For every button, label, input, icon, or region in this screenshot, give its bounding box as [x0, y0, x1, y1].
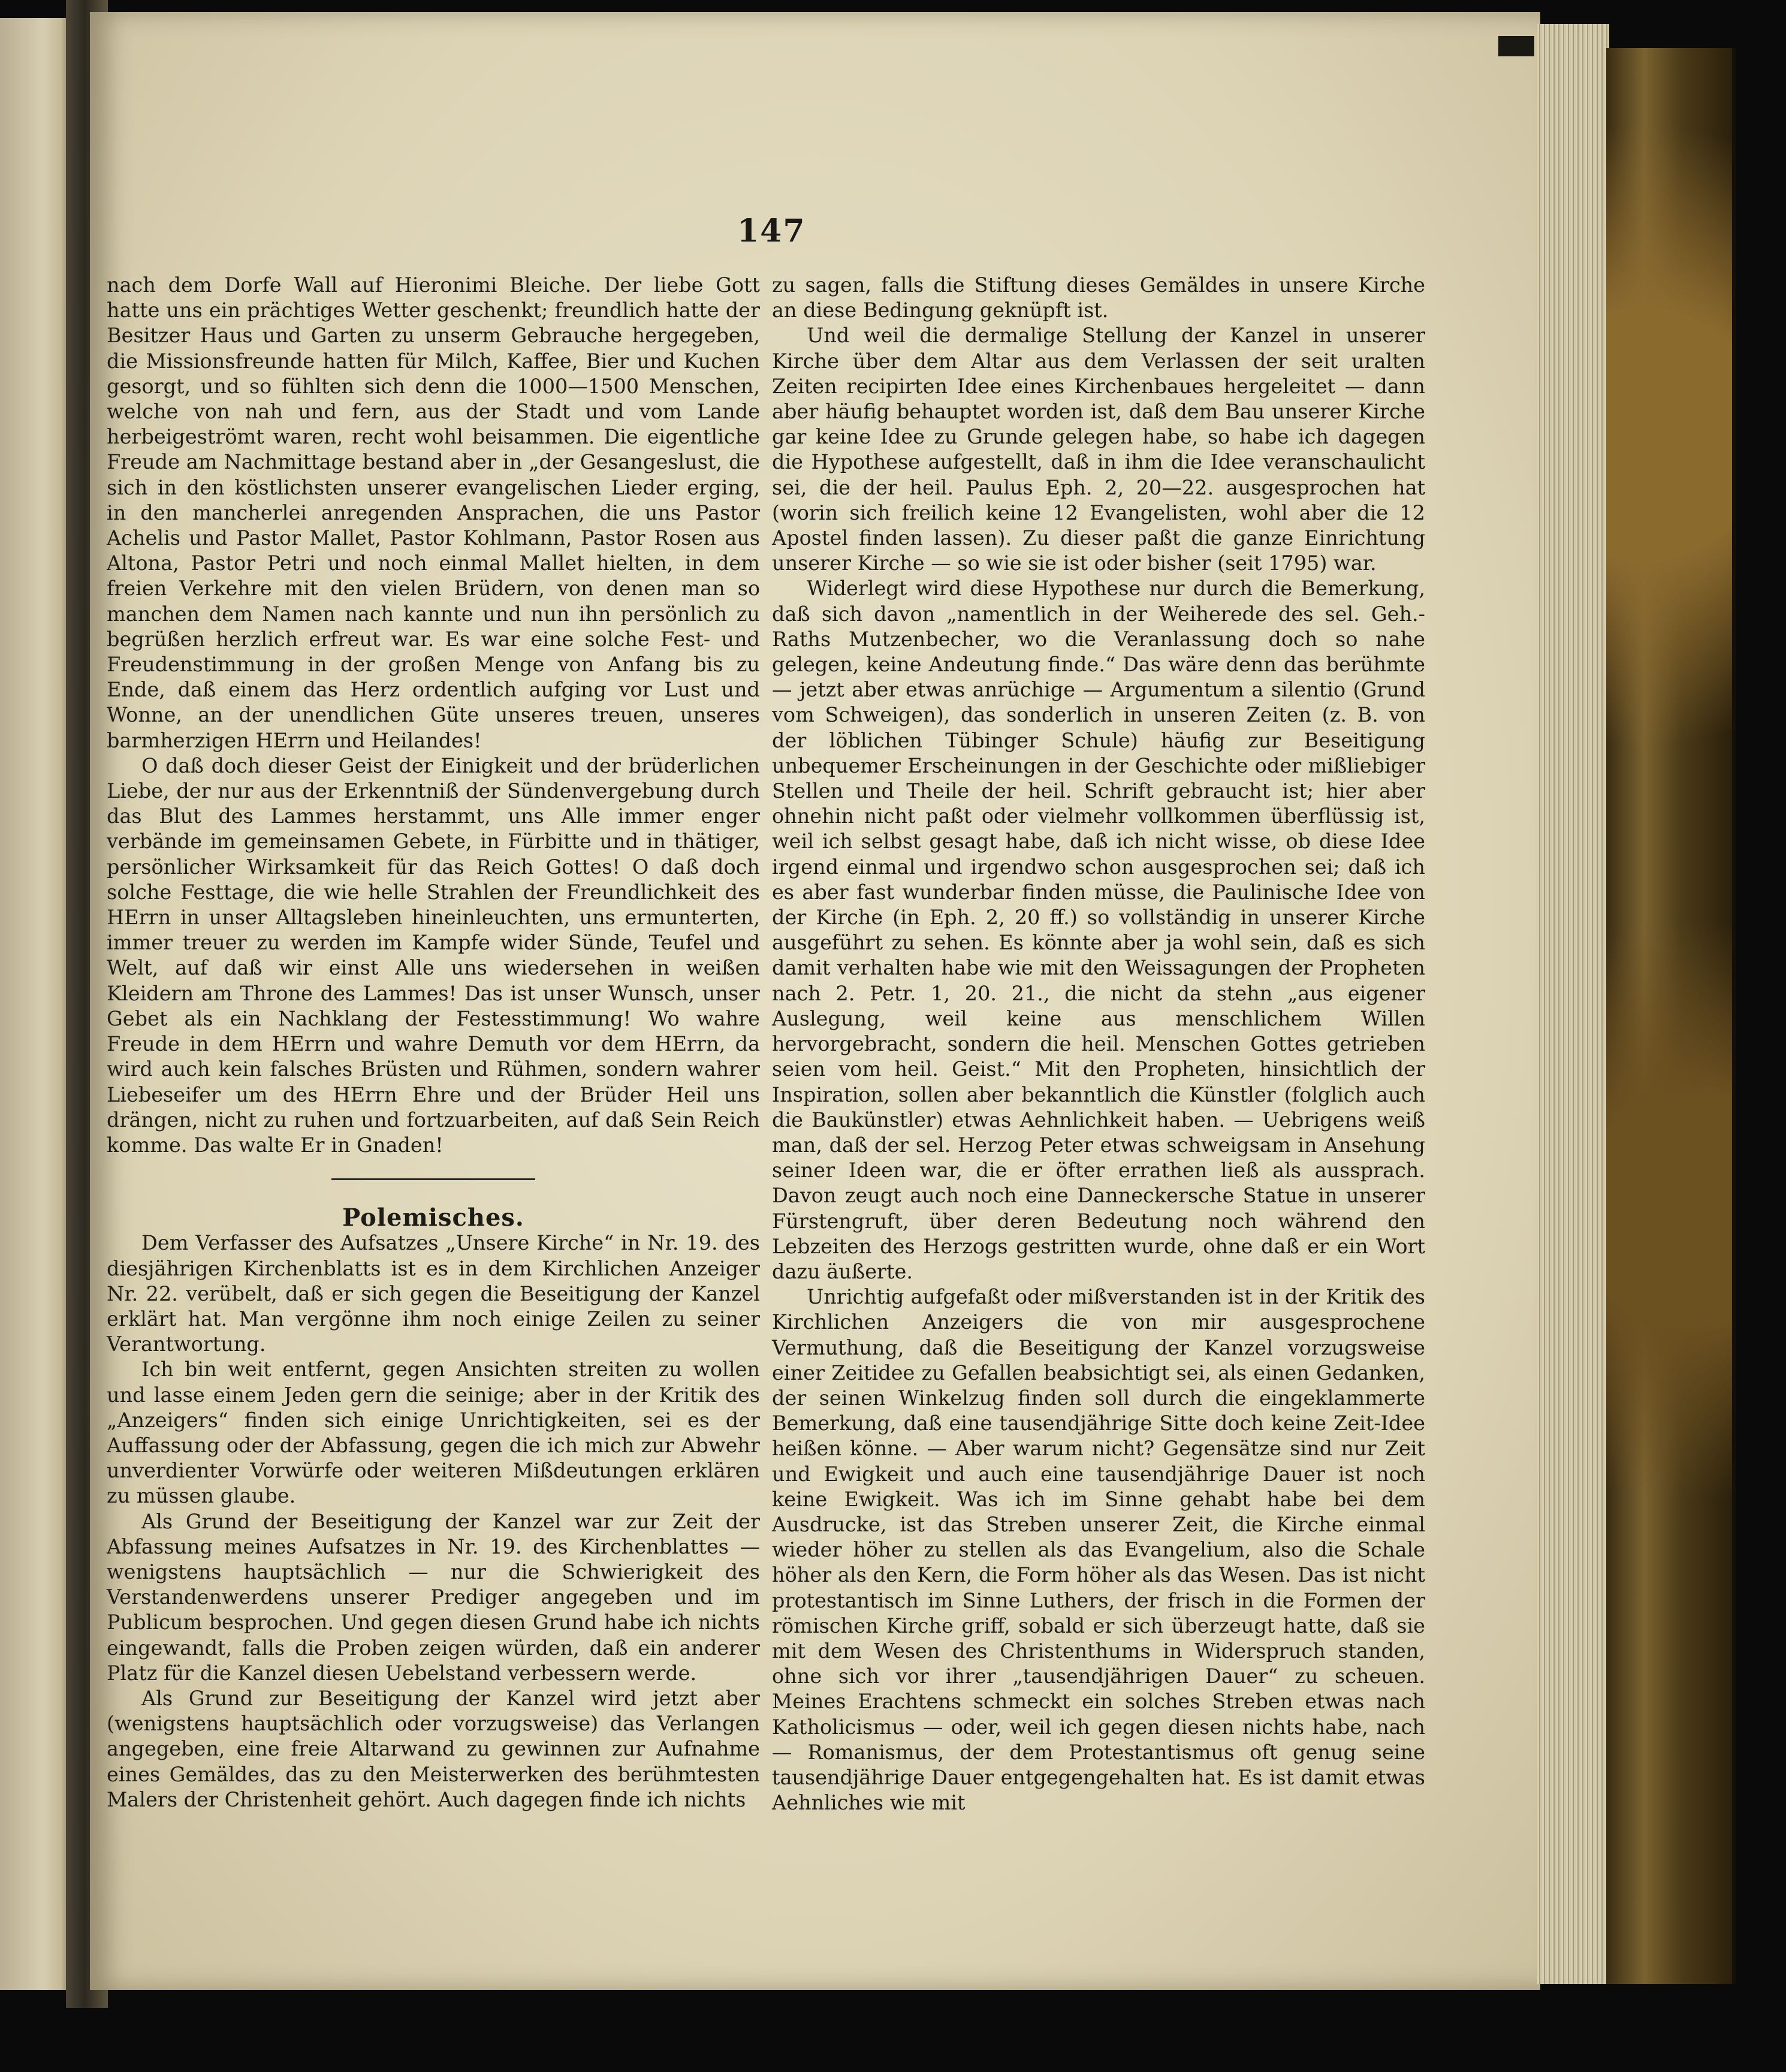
paragraph: Dem Verfasser des Aufsatzes „Unsere Kirche“ in Nr. 19. des diesjährigen Kirchenblatts ist es in dem Kirchlichen Anzeiger Nr. 22. verübelt, daß er sich gegen die Beseitigung der Kanzel erklärt hat. Man vergönne ihm noch einige Zeilen zu seiner Verantwortung. — [107, 1231, 760, 1356]
left-column — [107, 273, 760, 1812]
page-block-edges — [1537, 24, 1609, 1984]
paragraph: Und weil die dermalige Stellung der Kanzel in unserer Kirche über dem Altar aus dem Verlassen der seit uralten Zeiten recipirten Idee eines Kirchenbaues hergeleitet — dann aber häufig behauptet worden ist, daß dem Bau unserer Kirche gar keine Idee zu Grunde gelegen habe, so habe ich dagegen die Hypothese aufgestellt, daß in ihm die Idee veranschaulicht sei, die der heil. Paulus Eph. 2, 20—22. ausgesprochen hat (worin sich freilich keine 12 Evangelisten, wohl aber die 12 Apostel finden lassen). Zu dieser paßt die ganze Einrichtung unserer Kirche — so wie sie ist oder bisher (seit 1795) war. — [772, 324, 1425, 575]
marbled-binding — [1606, 48, 1736, 1984]
paragraph: Als Grund der Beseitigung der Kanzel war zur Zeit der Abfassung meines Aufsatzes in Nr. 19. des Kirchenblattes — wenigstens hauptsächlich — nur die Schwierigkeit des Verstandenwerdens unserer Prediger angegeben und im Publicum besprochen. Und gegen diesen Grund habe ich nichts eingewandt, falls die Proben zeigen würden, daß ein anderer Platz für die Kanzel diesen Uebelstand verbessern werde. — [107, 1509, 760, 1685]
paragraph: Als Grund zur Beseitigung der Kanzel wird jetzt aber (wenigstens hauptsächlich oder vorzugsweise) das Verlangen angegeben, eine freie Altarwand zu gewinnen zur Aufnahme eines Gemäldes, das zu den Meisterwerken des berühmtesten Malers der Christenheit gehört. Auch dagegen finde ich nichts — [107, 1686, 760, 1811]
page-number: 147 — [737, 213, 806, 249]
section-heading: Polemisches. — [342, 1204, 524, 1232]
paragraph: Ich bin weit entfernt, gegen Ansichten streiten zu wollen und lasse einem Jeden gern die seinige; aber in der Kritik des „Anzeigers“ finden sich einige Unrichtigkeiten, sei es der Auffassung oder der Abfassung, gegen die ich mich zur Abwehr unverdienter Vorwürfe oder weiteren Mißdeutungen erklären zu müssen glaube. — [107, 1358, 760, 1508]
right-column — [772, 273, 1425, 1815]
paragraph: zu sagen, falls die Stiftung dieses Gemäldes in unsere Kirche an diese Bedingung geknüpft ist. — [772, 273, 1425, 322]
paragraph: O daß doch dieser Geist der Einigkeit und der brüderlichen Liebe, der nur aus der Erkenntniß der Sündenvergebung durch das Blut des Lammes herstammt, uns Alle immer enger verbände im gemeinsamen Gebete, in Fürbitte und in thätiger, persönlicher Wirksamkeit für das Reich Gottes! O daß doch solche Festtage, die wie helle Strahlen der Freundlichkeit des HErrn in unser Alltagsleben hineinleuchten, uns ermunterten, immer treuer zu werden im Kampfe wider Sünde, Teufel und Welt, auf daß wir einst Alle uns wiedersehen in weißen Kleidern am Throne des Lammes! Das ist unser Wunsch, unser Gebet als ein Nachklang der Festesstimmung! Wo wahre Freude in dem HErrn und wahre Demuth vor dem HErrn, da wird auch kein falsches Brüsten und Rühmen, sondern wahrer Liebeseifer um des HErrn Ehre und der Brüder Heil uns drängen, nicht zu ruhen und fortzuarbeiten, auf daß Sein Reich komme. Das walte Er in Gnaden! — [107, 753, 760, 1157]
paragraph: Widerlegt wird diese Hypothese nur durch die Bemerkung, daß sich davon „namentlich in der Weiherede des sel. Geh.-Raths Mutzenbecher, wo die Veranlassung doch so nahe gelegen, keine Andeutung finde.“ Das wäre denn das berühmte — jetzt aber etwas anrüchige — Argumentum a silentio (Grund vom Schweigen), das sonderlich in unseren Zeiten (z. B. von der löblichen Tübinger Schule) häufig zur Beseitigung unbequemer Erscheinungen in der Geschichte oder mißliebiger Stellen und Theile der heil. Schrift gebraucht ist; hier aber ohnehin nicht paßt oder vielmehr vollkommen überflüssig ist, weil ich selbst gesagt habe, daß ich nicht wisse, ob diese Idee irgend einmal und irgendwo schon ausgesprochen sei; daß ich es aber fast wunderbar finden müsse, die Paulinische Idee von der Kirche (in Eph. 2, 20 ff.) so vollständig in unserer Kirche ausgeführt zu sehen. Es könnte aber ja wohl sein, daß es sich damit verhalten habe wie mit den Weissagungen der Propheten nach 2. Petr. 1, 20. 21., die nicht da stehn „aus eigener Auslegung, weil keine aus menschlichem Willen hervorgebracht, sondern die heil. Menschen Gottes getrieben seien vom heil. Geist.“ Mit den Propheten, hinsichtlich der Inspiration, sollen aber bekanntlich die Künstler (folglich auch die Baukünstler) etwas Aehnlichkeit haben. — Uebrigens weiß man, daß der sel. Herzog Peter etwas schweigsam in Ansehung seiner Ideen war, die er öfter errathen ließ als aussprach. Davon zeugt auch noch eine Danneckersche Statue in unserer Fürstengruft, über deren Bedeutung noch während den Lebzeiten des Herzogs gestritten wurde, ohne daß er ein Wort dazu äußerte. — [772, 577, 1425, 1283]
paragraph: Unrichtig aufgefaßt oder mißverstanden ist in der Kritik des Kirchlichen Anzeigers die von mir ausgesprochene Vermuthung, daß die Beseitigung der Kanzel vorzugsweise einer Zeitidee zu Gefallen beabsichtigt sei, als einen Gedanken, der seinen Winkelzug finden soll durch die eingeklammerte Bemerkung, daß eine tausendjährige Sitte doch keine Zeit-Idee heißen könne. — Aber warum nicht? Gegensätze sind nur Zeit und Ewigkeit und auch eine tausendjährige Dauer ist noch keine Ewigkeit. Was ich im Sinne gehabt habe bei dem Ausdrucke, ist das Streben unserer Zeit, die Kirche einmal wieder höher zu stellen als das Evangelium, also die Schale höher als den Kern, die Form höher als das Wesen. Das ist nicht protestantisch im Sinne Luthers, der frisch in die Formen der römischen Kirche griff, sobald er sich überzeugt hatte, daß sie mit dem Wesen des Christenthums in Widerspruch standen, ohne sich vor ihrer „tausendjährigen Dauer“ zu scheuen. Meines Erachtens schmeckt ein solches Streben etwas nach Katholicismus — oder, weil ich gegen diesen nichts habe, nach — Romanismus, der dem Protestantismus oft genug seine tausendjährige Dauer entgegengehalten hat. Es ist damit etwas Aehnliches wie mit — [772, 1285, 1425, 1815]
paragraph: nach dem Dorfe Wall auf Hieronimi Bleiche. Der liebe Gott hatte uns ein prächtiges Wetter geschenkt; freundlich hatte der Besitzer Haus und Garten zu unserm Gebrauche hergegeben, die Missionsfreunde hatten für Milch, Kaffee, Bier und Kuchen gesorgt, und so fühlten sich denn die 1000—1500 Menschen, welche von nah und fern, aus der Stadt und vom Lande herbeigeströmt waren, recht wohl beisammen. Die eigentliche Freude am Nachmittage bestand aber in „der Gesangeslust, die sich in den köstlichsten unserer evangelischen Lieder erging, in den mancherlei anregenden Ansprachen, die uns Pastor Achelis und Pastor Mallet, Pastor Kohlmann, Pastor Rosen aus Altona, Pastor Petri und noch einmal Mallet hielten, in dem freien Verkehre mit den vielen Brüdern, von denen man so manchen dem Namen nach kannte und nun ihn persönlich zu begrüßen herzlich erfreut war. Es war eine solche Fest- und Freudenstimmung in der großen Menge von Anfang bis zu Ende, daß einem das Herz ordentlich aufging vor Lust und Wonne, an der unendlichen Güte unseres treuen, unseres barmherzigen HErrn und Heilandes! — [107, 273, 760, 752]
previous-page-edge — [0, 18, 72, 1990]
corner-mark — [1498, 36, 1534, 56]
section-divider — [331, 1178, 535, 1180]
